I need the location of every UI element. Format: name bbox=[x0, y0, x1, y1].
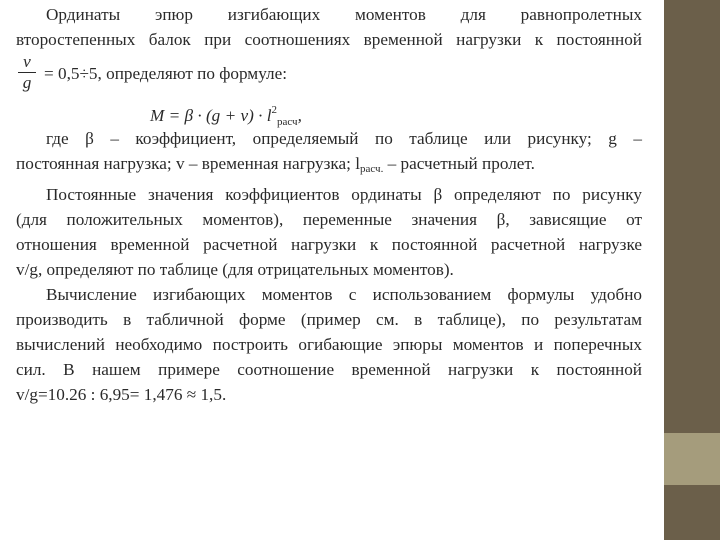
text-line: Ординаты эпюр изгибающих моментов для равнопролетных bbox=[46, 5, 642, 24]
text-line: Вычисление изгибающих моментов с использованием формулы удобно bbox=[46, 285, 642, 304]
text-line: второстепенных балок при соотношениях временной нагрузки к постоянной bbox=[16, 30, 642, 49]
paragraph-ordinates bbox=[16, 2, 642, 52]
text-line: вычислений необходимо построить огибающие эпюры моментов и поперечных bbox=[16, 335, 642, 354]
paragraph-calculation bbox=[16, 282, 642, 407]
text-line: Постоянные значения коэффициентов ординаты β определяют по рисунку bbox=[46, 185, 642, 204]
text-line: v/g, определяют по таблице (для отрицательных моментов). bbox=[16, 260, 454, 279]
ratio-line bbox=[16, 52, 642, 96]
formula-exponent: 2 bbox=[271, 104, 277, 116]
ratio-text: = 0,5÷5, определяют по формуле: bbox=[44, 64, 288, 83]
ratio-fraction bbox=[16, 52, 38, 93]
text-line: сил. В нашем примере соотношение временной нагрузки к постоянной bbox=[16, 360, 642, 379]
formula-line bbox=[16, 96, 642, 126]
text-line: производить в табличной форме (пример см. в таблице), по результатам bbox=[16, 310, 642, 329]
decorative-sidebar bbox=[664, 0, 720, 540]
legend-text-end: – расчетный пролет. bbox=[383, 154, 535, 173]
legend-text: постоянная нагрузка; v – временная нагрузка; l bbox=[16, 154, 360, 173]
text-line bbox=[16, 151, 642, 182]
formula-subscript: расч bbox=[277, 116, 298, 128]
fraction-numerator: v bbox=[23, 52, 31, 71]
paragraph-legend bbox=[16, 126, 642, 182]
moment-formula bbox=[150, 98, 302, 135]
formula-body: M = β · (g + v) · l bbox=[150, 106, 272, 125]
text-line: (для положительных моментов), переменные значения β, зависящие от bbox=[16, 210, 642, 229]
legend-subscript: расч. bbox=[360, 163, 384, 175]
formula-end: , bbox=[297, 106, 302, 125]
text-line: отношения временной расчетной нагрузки к постоянной расчетной нагрузке bbox=[16, 235, 642, 254]
document-text bbox=[16, 2, 642, 407]
sidebar-stripe bbox=[664, 433, 720, 485]
text-line: v/g=10.26 : 6,95= 1,476 ≈ 1,5. bbox=[16, 385, 227, 404]
fraction-denominator: g bbox=[22, 73, 32, 92]
text-line: где β – коэффициент, определяемый по таблице или рисунку; g – bbox=[46, 129, 642, 148]
paragraph-coefficients bbox=[16, 182, 642, 282]
